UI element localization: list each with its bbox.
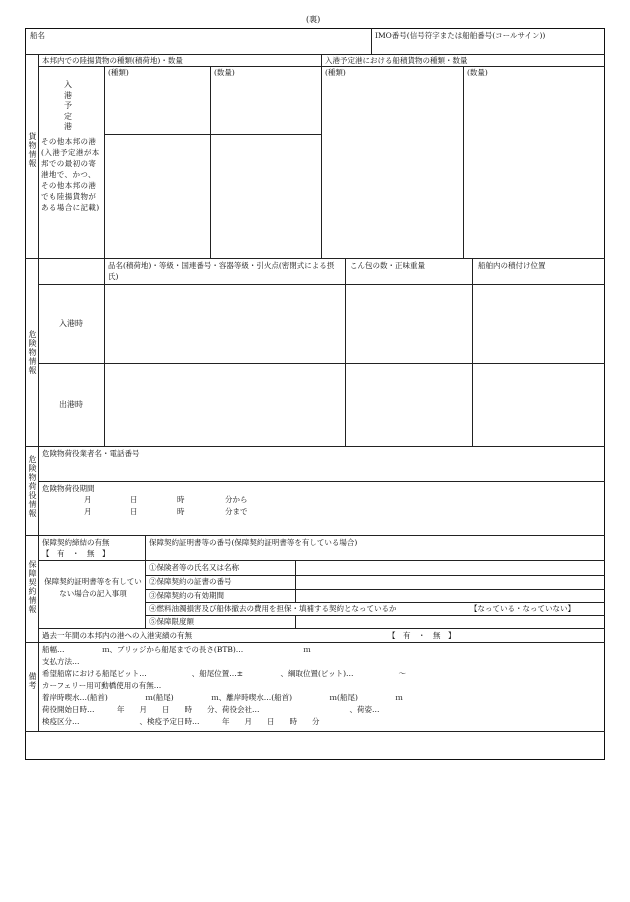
rule-danger-header (38, 284, 605, 285)
no-certificate-note: 保障契約証明書等を有していない場合の記入事項 (44, 577, 142, 598)
rule-ins-5 (38, 628, 605, 629)
rule-cargo-split (321, 54, 322, 258)
other-port-note: その他本邦の港(入港予定港が本邦での最初の寄港地で、かつ、その他本邦の港でも陸揚貨物がある場合に記載) (41, 137, 100, 212)
cargo-quantity-label: (数量) (214, 68, 235, 77)
imo-number-label: IMO番号(信号符字または船舶番号(コールサイン)) (375, 31, 546, 40)
remarks-line-width: 船幅… ｍ、ブリッジから船尾までの長さ(BTB)… ｍ (42, 645, 311, 654)
handling-period-label: 危険物荷役期間 (42, 484, 95, 493)
rule-insurance-limit-col (295, 615, 296, 628)
dangerous-item-header: 品名(積荷地)・等級・国連番号・容器等級・引火点(密閉式による摂氏) (108, 261, 335, 281)
rule-cargo-qty-col (210, 66, 211, 258)
remarks-line-berth: 希望船席における船尾ビット… 、船尾位置…± 、綱取位置(ビット)… ～ (42, 669, 407, 678)
rule-ins-2 (145, 589, 605, 590)
remarks-line-draft: 着岸時喫水…(船首) ｍ(船尾) ｍ、離岸時喫水…(船首) ｍ(船尾) ｍ (42, 693, 403, 702)
rule-cargo-port-col (104, 66, 105, 258)
rule-handling-mid (38, 481, 605, 482)
coverage-status-options[interactable]: 【なっている・なっていない】 (470, 604, 575, 613)
handling-operator-label: 危険物荷役業者名・電話番号 (42, 449, 140, 458)
rule-section-label-col (38, 54, 39, 731)
rule-entry-qty-col (463, 66, 464, 258)
entry-port-loading-header: 入港予定港における船積貨物の種類・数量 (325, 56, 468, 65)
handling-section-label: 危険物荷役情報 (28, 455, 37, 518)
entry-kind-label: (種類) (325, 68, 346, 77)
certificate-id-label: ②保障契約の証書の番号 (149, 577, 232, 586)
period-from-minute: 分から (225, 495, 248, 504)
rule-danger-pkg-col (345, 258, 346, 446)
rule-insurance-col (145, 535, 146, 628)
rule-ins-3 (145, 602, 605, 603)
coverage-question-label: ④燃料油濁損害及び船体撤去の費用を担保・填補する契約となっているか (149, 604, 397, 613)
remarks-line-ferry: カーフェリー用可動橋使用の有無… (42, 681, 162, 690)
contract-exists-label: 保障契約締結の有無 (42, 538, 110, 547)
period-to-hour: 時 (177, 507, 185, 516)
rule-danger-label-col (104, 258, 105, 446)
rule-ins-1 (145, 575, 605, 576)
scheduled-port-label: 入港予定港 (64, 80, 72, 131)
validity-period-label: ③保障契約の有効期間 (149, 591, 224, 600)
domestic-unloading-header: 本邦内での陸揚貨物の種類(積荷地)・数量 (42, 56, 183, 65)
remarks-line-quarantine: 検疫区分… 、検疫予定日時… 年 月 日 時 分 (42, 717, 320, 726)
rule-insurance-value-col (295, 560, 296, 602)
rule-insurance-end (25, 642, 605, 643)
dangerous-goods-section-label: 危険物情報 (28, 330, 37, 375)
ship-name-label: 船名 (30, 31, 45, 40)
insurance-section-label: 保障契約情報 (28, 560, 37, 614)
package-count-header: こん包の数・正味重量 (350, 261, 425, 270)
stowage-location-header: 船舶内の積付け位置 (478, 261, 546, 270)
remarks-section-label: 備考 (28, 672, 37, 690)
period-from-day: 日 (130, 495, 138, 504)
rule-top-divider (371, 28, 372, 54)
rule-top-row (25, 54, 605, 55)
certificate-number-label: 保障契約証明書等の番号(保障契約証明書等を有している場合) (149, 538, 358, 547)
period-to-day: 日 (130, 507, 138, 516)
insurer-name-label: ①保険者等の氏名又は名称 (149, 563, 239, 572)
rule-danger-end (25, 446, 605, 447)
departure-label: 出港時 (59, 400, 83, 409)
rule-handling-end (25, 535, 605, 536)
entry-quantity-label: (数量) (467, 68, 488, 77)
cargo-kind-label: (種類) (108, 68, 129, 77)
rule-insurance-header (38, 560, 605, 561)
period-to-month: 月 (84, 507, 92, 516)
period-from-month: 月 (84, 495, 92, 504)
rule-danger-mid (38, 363, 605, 364)
rule-ins-4 (145, 615, 605, 616)
remarks-line-handling-start: 荷役開始日時… 年 月 日 時 分、荷役会社… 、荷姿… (42, 705, 380, 714)
arrival-label: 入港時 (59, 319, 83, 328)
cargo-section-label: 貨物情報 (28, 132, 37, 168)
rule-danger-loc-col (472, 258, 473, 446)
rule-cargo-end (25, 258, 605, 259)
past-entry-record-options[interactable]: 【 有 ・ 無 】 (388, 631, 456, 640)
remarks-line-payment: 支払方法… (42, 657, 80, 666)
rule-cargo-mid (104, 134, 321, 135)
rule-remarks-end (25, 731, 605, 732)
coverage-limit-label: ⑤保障限度額 (149, 617, 194, 626)
page-side-label: (裏) (306, 15, 321, 24)
past-entry-record-label: 過去一年間の本邦内の港への入港実績の有無 (42, 631, 192, 640)
period-from-hour: 時 (177, 495, 185, 504)
period-to-minute: 分まで (225, 507, 248, 516)
contract-exists-options[interactable]: 【 有 ・ 無 】 (42, 549, 110, 558)
